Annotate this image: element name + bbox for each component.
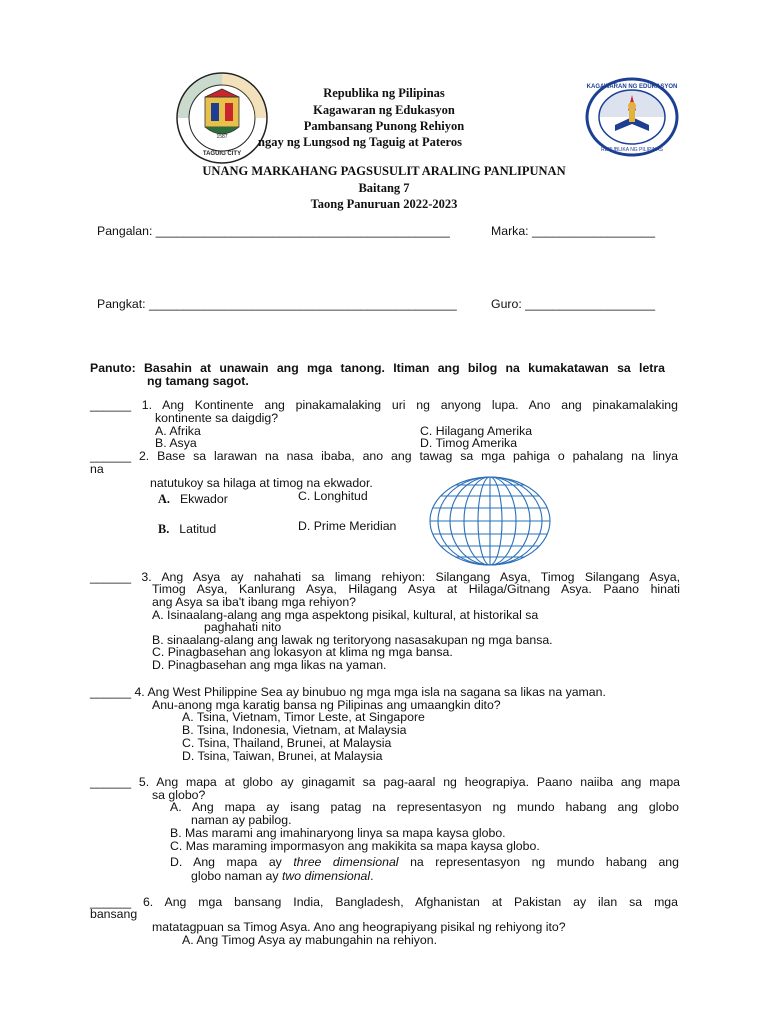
q1-option-b[interactable]: B. Asya: [155, 436, 197, 450]
svg-text:TAGUIG CITY: TAGUIG CITY: [202, 151, 242, 157]
q5-option-d[interactable]: [170, 856, 679, 869]
q5-stem-line2: sa globo?: [152, 788, 206, 802]
q5-option-a[interactable]: A. Ang mapa ay isang patag na representasyon ng mundo habang ang globo: [170, 800, 679, 814]
instructions-line1: Panuto: Basahin at unawain ang mga tanong. Itiman ang bilog na kumakatawan sa letra: [90, 361, 665, 375]
q2-option-b-letter: B.: [158, 522, 170, 536]
globe-grid-icon: [428, 475, 552, 567]
score-field[interactable]: Marka: __________________: [491, 224, 656, 238]
q2-stem-line2: na: [90, 462, 104, 476]
q4-stem-line2: Anu-anong mga karatig bansa ng Pilipinas ang umaangkin dito?: [152, 698, 501, 712]
q5-stem-line1: ______ 5. Ang mapa at globo ay ginagamit sa pag-aaral ng heograpiya. Paano naiiba ang mapa: [90, 775, 680, 789]
svg-text:1587: 1587: [216, 134, 228, 140]
q2-option-d[interactable]: D. Prime Meridian: [298, 519, 397, 533]
q3-option-c[interactable]: C. Pinagbasehan ang lokasyon at klima ng mga bansa.: [152, 645, 453, 659]
q4-option-c[interactable]: C. Tsina, Thailand, Brunei, at Malaysia: [182, 736, 392, 750]
q3-stem-line2: Timog Asya, Kanlurang Asya, Hilagang Asya at Hilaga/Gitnang Asya. Paano hinati: [152, 582, 680, 596]
q3-stem-line3: ang Asya sa iba't ibang mga rehiyon?: [152, 595, 357, 609]
q2-option-b-text: Latitud: [179, 522, 217, 536]
q3-option-a-cont: paghahati nito: [204, 620, 282, 634]
name-field[interactable]: Pangalan: ___________________________________________: [97, 224, 450, 238]
q1-option-a[interactable]: A. Afrika: [155, 424, 201, 438]
svg-text:KAGAWARAN NG EDUKASYON: KAGAWARAN NG EDUKASYON: [586, 84, 678, 90]
q2-option-a-letter: A.: [158, 492, 170, 506]
instructions-line2: ng tamang sagot.: [147, 374, 249, 388]
q1-option-d[interactable]: D. Timog Amerika: [420, 436, 518, 450]
teacher-field[interactable]: Guro: ___________________: [491, 297, 656, 311]
q6-stem-line1: ______ 6. Ang mga bansang India, Bangladesh, Afghanistan at Pakistan ay ilan sa mga: [90, 895, 678, 909]
q1-option-c[interactable]: C. Hilagang Amerika: [420, 424, 533, 438]
q5-option-d-pre: D. Ang mapa ay: [170, 855, 294, 869]
q2-stem-line3: natutukoy sa hilaga at timog na ekwador.: [150, 476, 373, 490]
q5-option-c[interactable]: C. Mas maraming impormasyon ang makikita sa mapa kaysa globo.: [170, 839, 540, 853]
q3-option-b[interactable]: B. sinaalang-alang ang lawak ng teritoryong nasasakupan ng mga bansa.: [152, 633, 553, 647]
q5-option-a-cont: naman ay pabilog.: [191, 813, 292, 827]
q1-stem-line2: kontinente sa daigdig?: [155, 411, 279, 425]
header-department: Kagawaran ng Edukasyon: [313, 103, 455, 117]
q3-option-a[interactable]: A. Isinaalang-alang ang mga aspektong pisikal, kultural, at historikal sa: [152, 608, 539, 622]
deped-seal-icon: [585, 77, 679, 157]
q5-option-d-italic: three dimensional: [293, 855, 399, 869]
q1-stem-line1: ______ 1. Ang Kontinente ang pinakamalaking uri ng anyong lupa. Ano ang pinakamalaking: [90, 398, 678, 412]
q2-stem-line1: ______ 2. Base sa larawan na nasa ibaba, ano ang tawag sa mga pahiga o pahalang na linya: [90, 449, 678, 463]
header-republic: Republika ng Pilipinas: [323, 86, 445, 100]
exam-title: UNANG MARKAHANG PAGSUSULIT ARALING PANLIPUNAN: [202, 164, 566, 178]
q6-stem-line3: matatagpuan sa Timog Asya. Ano ang heograpiyang pisikal ng rehiyong ito?: [152, 920, 566, 934]
section-field[interactable]: Pangkat: _____________________________________________: [97, 297, 457, 311]
q4-option-b[interactable]: B. Tsina, Indonesia, Vietnam, at Malaysia: [182, 723, 407, 737]
exam-grade: Baitang 7: [358, 181, 410, 195]
q5-option-b[interactable]: B. Mas marami ang imahinaryong linya sa mapa kaysa globo.: [170, 826, 506, 840]
q3-option-d[interactable]: D. Pinagbasehan ang mga likas na yaman.: [152, 658, 387, 672]
q5-option-d-cont-pre: globo naman ay: [191, 869, 282, 883]
svg-text:REPUBLIKA NG PILIPINAS: REPUBLIKA NG PILIPINAS: [601, 147, 663, 153]
exam-school-year: Taong Panuruan 2022-2023: [310, 197, 458, 211]
q2-option-a-text: Ekwador: [179, 492, 228, 506]
q4-option-a[interactable]: A. Tsina, Vietnam, Timor Leste, at Singapore: [182, 710, 425, 724]
q5-option-d-cont: [191, 870, 374, 883]
q2-option-a[interactable]: [158, 490, 228, 508]
q6-stem-line2: bansang: [90, 907, 138, 921]
q5-option-d-cont-post: .: [370, 869, 374, 883]
q5-option-d-cont-italic: two dimensional: [281, 869, 371, 883]
q3-stem-line1: ______ 3. Ang Asya ay nahahati sa limang rehiyon: Silangang Asya, Timog Silangang Asya,: [90, 570, 680, 584]
q2-option-c[interactable]: C. Longhitud: [298, 489, 368, 503]
q6-option-a[interactable]: A. Ang Timog Asya ay mabungahin na rehiyon.: [182, 933, 437, 947]
q2-option-b[interactable]: [158, 520, 216, 538]
header-division: ngay ng Lungsod ng Taguig at Pateros: [258, 135, 462, 149]
q5-option-d-post: na representasyon ng mundo habang ang: [398, 855, 679, 869]
header-region: Pambansang Punong Rehiyon: [303, 119, 465, 133]
q4-option-d[interactable]: D. Tsina, Taiwan, Brunei, at Malaysia: [182, 749, 383, 763]
q4-stem-line1: ______ 4. Ang West Philippine Sea ay binubuo ng mga mga isla na sagana sa likas na yaman.: [90, 685, 606, 699]
